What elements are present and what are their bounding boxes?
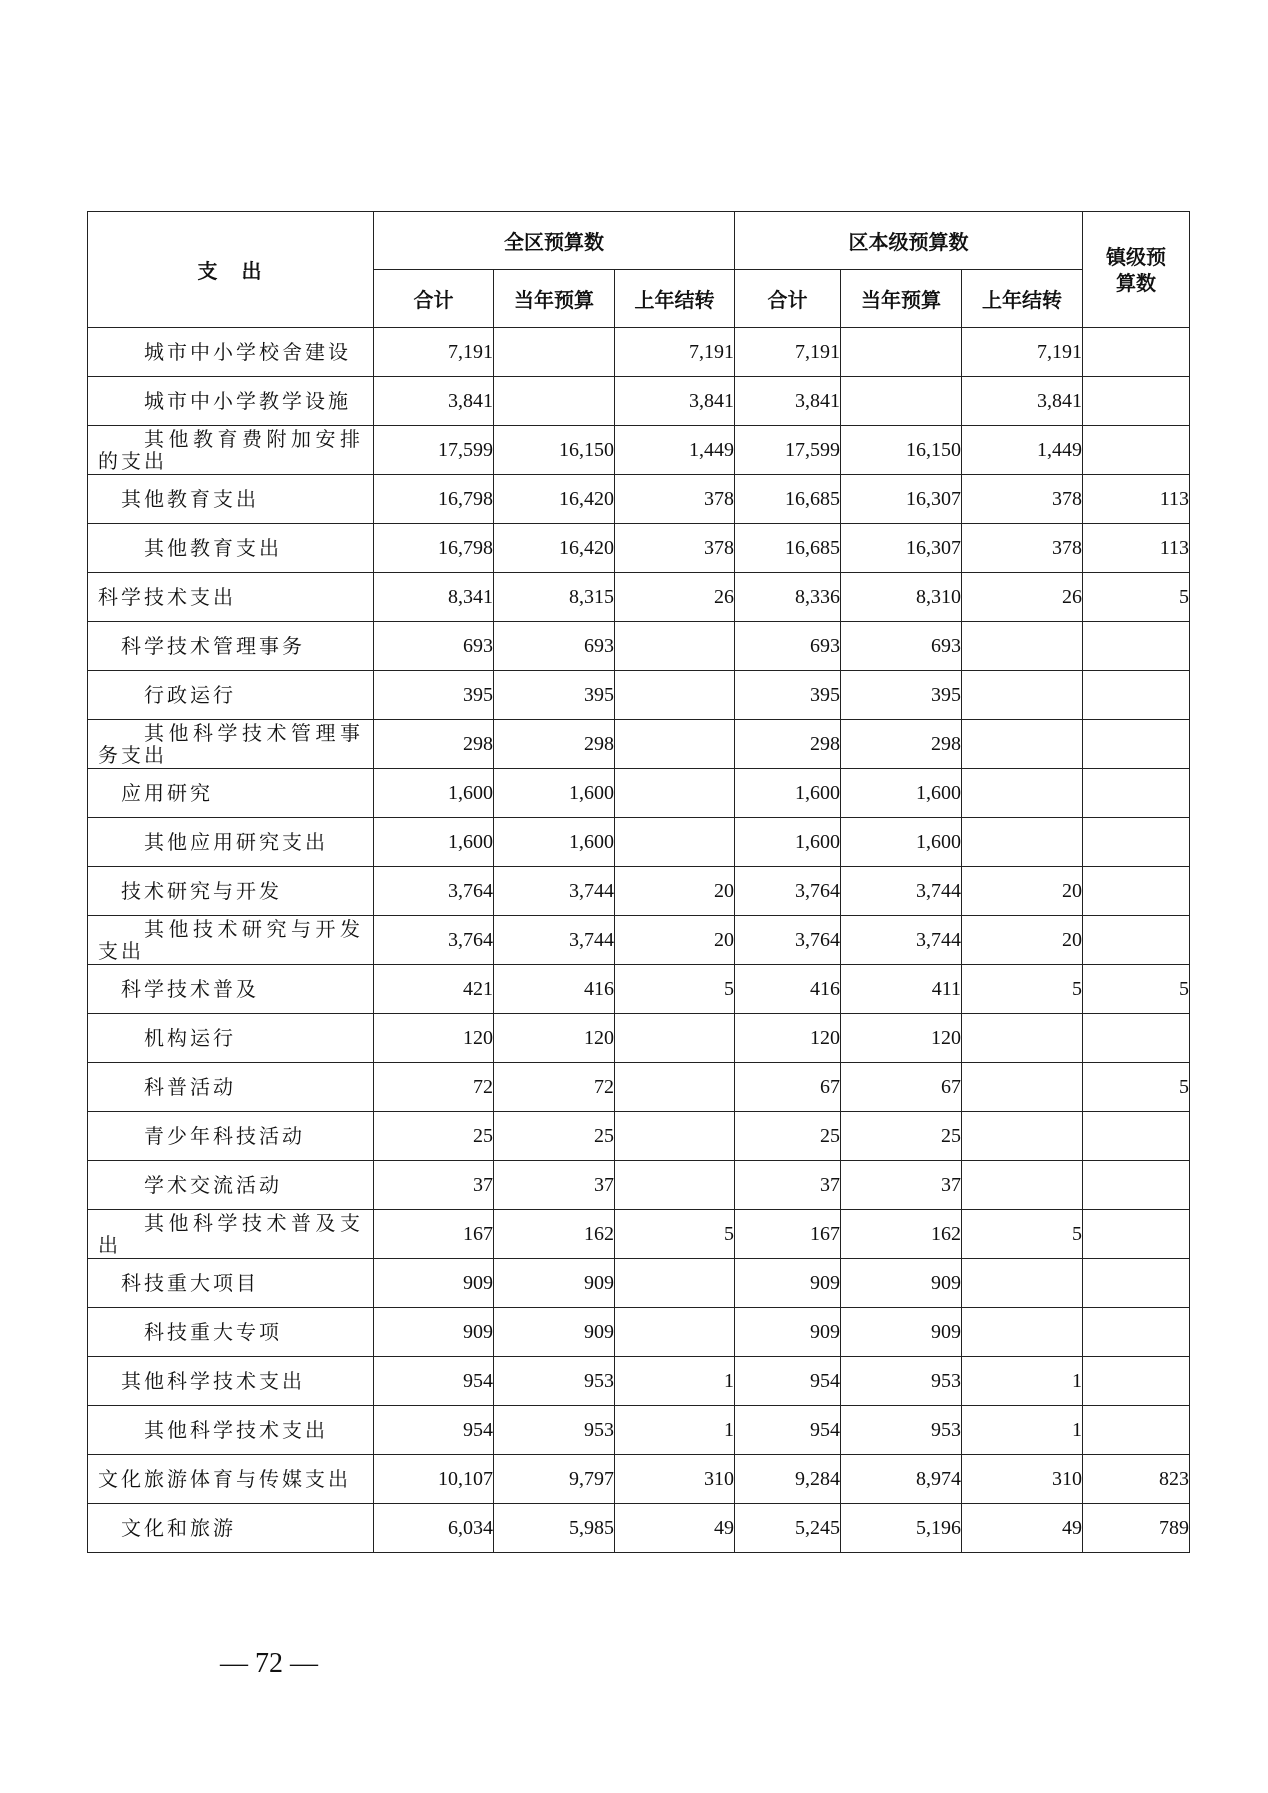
table-row <box>88 622 1190 671</box>
cell-value: 16,685 <box>735 524 841 573</box>
cell-value: 113 <box>1083 524 1190 573</box>
table-row <box>88 965 1190 1014</box>
cell-value <box>615 818 735 867</box>
cell-value: 37 <box>735 1161 841 1210</box>
cell-value: 395 <box>841 671 962 720</box>
table-row <box>88 720 1190 769</box>
header-town-level <box>1083 212 1190 328</box>
cell-value: 3,744 <box>841 867 962 916</box>
row-label: 行政运行 <box>88 671 374 720</box>
header-carryover: 上年结转 <box>962 270 1083 328</box>
cell-value: 20 <box>615 916 735 965</box>
row-label: 科学技术支出 <box>88 573 374 622</box>
cell-value <box>1083 769 1190 818</box>
cell-value: 37 <box>374 1161 494 1210</box>
row-label: 文化旅游体育与传媒支出 <box>88 1455 374 1504</box>
cell-value <box>494 328 615 377</box>
row-label: 学术交流活动 <box>88 1161 374 1210</box>
cell-value: 120 <box>494 1014 615 1063</box>
cell-value: 378 <box>615 475 735 524</box>
cell-value: 26 <box>962 573 1083 622</box>
row-label: 其他教育支出 <box>88 524 374 573</box>
table-row <box>88 867 1190 916</box>
table-row <box>88 328 1190 377</box>
cell-value: 7,191 <box>374 328 494 377</box>
cell-value: 909 <box>374 1259 494 1308</box>
cell-value <box>1083 328 1190 377</box>
cell-value <box>1083 1014 1190 1063</box>
table-header <box>88 212 1190 328</box>
cell-value: 378 <box>962 524 1083 573</box>
cell-value: 20 <box>962 916 1083 965</box>
row-label: 城市中小学校舍建设 <box>88 328 374 377</box>
cell-value: 16,150 <box>494 426 615 475</box>
cell-value: 1,449 <box>615 426 735 475</box>
cell-value: 20 <box>615 867 735 916</box>
cell-value: 16,307 <box>841 475 962 524</box>
cell-value: 954 <box>374 1406 494 1455</box>
cell-value: 120 <box>735 1014 841 1063</box>
row-label: 文化和旅游 <box>88 1504 374 1553</box>
cell-value: 5 <box>962 965 1083 1014</box>
cell-value <box>962 818 1083 867</box>
cell-value: 5 <box>1083 965 1190 1014</box>
row-label: 城市中小学教学设施 <box>88 377 374 426</box>
cell-value <box>1083 1357 1190 1406</box>
cell-value: 72 <box>374 1063 494 1112</box>
row-label: 应用研究 <box>88 769 374 818</box>
cell-value: 1,600 <box>735 818 841 867</box>
cell-value <box>962 671 1083 720</box>
cell-value: 3,841 <box>615 377 735 426</box>
cell-value <box>615 1014 735 1063</box>
cell-value: 7,191 <box>962 328 1083 377</box>
table-row <box>88 769 1190 818</box>
row-label: 科普活动 <box>88 1063 374 1112</box>
cell-value: 113 <box>1083 475 1190 524</box>
table-row <box>88 524 1190 573</box>
cell-value: 1 <box>962 1406 1083 1455</box>
cell-value: 25 <box>735 1112 841 1161</box>
cell-value <box>494 377 615 426</box>
header-carryover: 上年结转 <box>615 270 735 328</box>
cell-value: 693 <box>494 622 615 671</box>
cell-value: 49 <box>962 1504 1083 1553</box>
cell-value: 5 <box>615 965 735 1014</box>
cell-value: 16,420 <box>494 524 615 573</box>
cell-value <box>615 1259 735 1308</box>
cell-value: 5 <box>962 1210 1083 1259</box>
cell-value <box>962 622 1083 671</box>
cell-value: 9,797 <box>494 1455 615 1504</box>
cell-value: 67 <box>841 1063 962 1112</box>
cell-value: 3,764 <box>374 867 494 916</box>
cell-value: 3,841 <box>735 377 841 426</box>
cell-value: 823 <box>1083 1455 1190 1504</box>
row-label: 青少年科技活动 <box>88 1112 374 1161</box>
cell-value: 16,798 <box>374 475 494 524</box>
cell-value <box>1083 1308 1190 1357</box>
table-row <box>88 1357 1190 1406</box>
cell-value <box>962 1161 1083 1210</box>
table-row <box>88 1308 1190 1357</box>
cell-value: 395 <box>735 671 841 720</box>
row-label: 科学技术普及 <box>88 965 374 1014</box>
cell-value <box>1083 377 1190 426</box>
table-row <box>88 1504 1190 1553</box>
cell-value <box>615 622 735 671</box>
cell-value: 3,744 <box>494 867 615 916</box>
header-current-year: 当年预算 <box>841 270 962 328</box>
cell-value <box>615 1112 735 1161</box>
cell-value: 1,600 <box>374 818 494 867</box>
table-row <box>88 1259 1190 1308</box>
table-row <box>88 377 1190 426</box>
cell-value: 416 <box>735 965 841 1014</box>
cell-value: 378 <box>962 475 1083 524</box>
cell-value: 5,196 <box>841 1504 962 1553</box>
cell-value <box>1083 1210 1190 1259</box>
cell-value: 7,191 <box>735 328 841 377</box>
cell-value <box>1083 818 1190 867</box>
cell-value <box>615 671 735 720</box>
table-row <box>88 1406 1190 1455</box>
row-label: 其他教育支出 <box>88 475 374 524</box>
cell-value: 421 <box>374 965 494 1014</box>
cell-value: 298 <box>841 720 962 769</box>
cell-value: 1,600 <box>735 769 841 818</box>
cell-value <box>962 1308 1083 1357</box>
cell-value: 693 <box>735 622 841 671</box>
header-total: 合计 <box>374 270 494 328</box>
cell-value: 16,798 <box>374 524 494 573</box>
cell-value: 10,107 <box>374 1455 494 1504</box>
cell-value: 8,974 <box>841 1455 962 1504</box>
cell-value: 162 <box>494 1210 615 1259</box>
cell-value: 37 <box>841 1161 962 1210</box>
cell-value <box>615 1063 735 1112</box>
cell-value: 25 <box>494 1112 615 1161</box>
cell-value: 120 <box>374 1014 494 1063</box>
cell-value <box>1083 720 1190 769</box>
cell-value: 789 <box>1083 1504 1190 1553</box>
cell-value: 20 <box>962 867 1083 916</box>
row-label: 其他科学技术管理事务支出 <box>88 720 374 769</box>
cell-value: 5,245 <box>735 1504 841 1553</box>
cell-value <box>1083 916 1190 965</box>
row-label: 其他技术研究与开发支出 <box>88 916 374 965</box>
cell-value: 416 <box>494 965 615 1014</box>
row-label: 科技重大项目 <box>88 1259 374 1308</box>
cell-value: 8,341 <box>374 573 494 622</box>
header-town-level-text: 镇级预算数 <box>1106 244 1167 295</box>
cell-value: 16,307 <box>841 524 962 573</box>
cell-value: 3,764 <box>735 916 841 965</box>
cell-value: 3,764 <box>735 867 841 916</box>
table-row <box>88 1014 1190 1063</box>
cell-value <box>615 1161 735 1210</box>
header-district-level: 区本级预算数 <box>735 212 1083 270</box>
cell-value: 693 <box>374 622 494 671</box>
cell-value <box>1083 671 1190 720</box>
cell-value: 1,600 <box>841 818 962 867</box>
cell-value <box>962 1014 1083 1063</box>
cell-value: 16,150 <box>841 426 962 475</box>
row-label: 其他科学技术支出 <box>88 1406 374 1455</box>
cell-value: 5 <box>1083 573 1190 622</box>
table-row <box>88 1063 1190 1112</box>
cell-value: 7,191 <box>615 328 735 377</box>
cell-value: 909 <box>735 1308 841 1357</box>
table-row <box>88 916 1190 965</box>
cell-value: 25 <box>374 1112 494 1161</box>
cell-value: 8,315 <box>494 573 615 622</box>
cell-value <box>615 1308 735 1357</box>
page-number: — 72 — <box>220 1648 318 1679</box>
cell-value: 162 <box>841 1210 962 1259</box>
cell-value <box>615 769 735 818</box>
cell-value <box>841 377 962 426</box>
budget-table <box>87 211 1190 1553</box>
cell-value: 909 <box>841 1259 962 1308</box>
header-current-year: 当年预算 <box>494 270 615 328</box>
cell-value: 310 <box>615 1455 735 1504</box>
cell-value: 5 <box>1083 1063 1190 1112</box>
cell-value: 909 <box>735 1259 841 1308</box>
cell-value <box>962 769 1083 818</box>
row-label: 机构运行 <box>88 1014 374 1063</box>
header-district-total: 全区预算数 <box>374 212 735 270</box>
cell-value: 953 <box>494 1406 615 1455</box>
table-row <box>88 426 1190 475</box>
cell-value: 3,841 <box>962 377 1083 426</box>
cell-value: 310 <box>962 1455 1083 1504</box>
cell-value: 953 <box>841 1357 962 1406</box>
cell-value: 16,685 <box>735 475 841 524</box>
cell-value: 1,600 <box>494 769 615 818</box>
cell-value: 395 <box>494 671 615 720</box>
cell-value: 909 <box>841 1308 962 1357</box>
table-row <box>88 1161 1190 1210</box>
cell-value: 693 <box>841 622 962 671</box>
cell-value: 1,600 <box>374 769 494 818</box>
cell-value: 378 <box>615 524 735 573</box>
cell-value: 954 <box>735 1406 841 1455</box>
cell-value: 954 <box>374 1357 494 1406</box>
cell-value <box>962 720 1083 769</box>
cell-value: 395 <box>374 671 494 720</box>
table-row <box>88 671 1190 720</box>
cell-value: 953 <box>841 1406 962 1455</box>
cell-value: 5 <box>615 1210 735 1259</box>
cell-value <box>1083 1406 1190 1455</box>
cell-value: 1,600 <box>494 818 615 867</box>
cell-value: 298 <box>494 720 615 769</box>
cell-value: 909 <box>494 1308 615 1357</box>
cell-value: 6,034 <box>374 1504 494 1553</box>
cell-value: 298 <box>735 720 841 769</box>
cell-value: 3,764 <box>374 916 494 965</box>
cell-value: 8,310 <box>841 573 962 622</box>
cell-value <box>1083 1259 1190 1308</box>
row-label: 其他教育费附加安排的支出 <box>88 426 374 475</box>
cell-value: 37 <box>494 1161 615 1210</box>
row-label: 科技重大专项 <box>88 1308 374 1357</box>
row-label: 科学技术管理事务 <box>88 622 374 671</box>
cell-value: 8,336 <box>735 573 841 622</box>
header-expenditure: 支 出 <box>88 212 374 328</box>
cell-value: 909 <box>374 1308 494 1357</box>
cell-value <box>1083 1161 1190 1210</box>
cell-value: 3,744 <box>494 916 615 965</box>
cell-value: 1 <box>962 1357 1083 1406</box>
row-label: 其他科学技术支出 <box>88 1357 374 1406</box>
table-row <box>88 1455 1190 1504</box>
table-row <box>88 1210 1190 1259</box>
table-row <box>88 818 1190 867</box>
table-row <box>88 475 1190 524</box>
cell-value: 49 <box>615 1504 735 1553</box>
cell-value: 909 <box>494 1259 615 1308</box>
cell-value: 9,284 <box>735 1455 841 1504</box>
cell-value: 3,744 <box>841 916 962 965</box>
cell-value: 1,449 <box>962 426 1083 475</box>
cell-value: 1 <box>615 1406 735 1455</box>
cell-value: 17,599 <box>735 426 841 475</box>
cell-value: 5,985 <box>494 1504 615 1553</box>
table-body <box>88 328 1190 1553</box>
cell-value <box>962 1112 1083 1161</box>
cell-value: 411 <box>841 965 962 1014</box>
table-row <box>88 1112 1190 1161</box>
cell-value <box>1083 1112 1190 1161</box>
cell-value: 1,600 <box>841 769 962 818</box>
cell-value <box>1083 867 1190 916</box>
cell-value: 298 <box>374 720 494 769</box>
header-total: 合计 <box>735 270 841 328</box>
cell-value: 167 <box>735 1210 841 1259</box>
cell-value: 72 <box>494 1063 615 1112</box>
table-row <box>88 573 1190 622</box>
cell-value: 17,599 <box>374 426 494 475</box>
cell-value <box>841 328 962 377</box>
row-label: 技术研究与开发 <box>88 867 374 916</box>
cell-value <box>615 720 735 769</box>
cell-value <box>962 1259 1083 1308</box>
cell-value <box>1083 622 1190 671</box>
cell-value <box>962 1063 1083 1112</box>
cell-value: 67 <box>735 1063 841 1112</box>
cell-value: 953 <box>494 1357 615 1406</box>
row-label: 其他科学技术普及支出 <box>88 1210 374 1259</box>
cell-value <box>1083 426 1190 475</box>
cell-value: 16,420 <box>494 475 615 524</box>
cell-value: 120 <box>841 1014 962 1063</box>
cell-value: 26 <box>615 573 735 622</box>
row-label: 其他应用研究支出 <box>88 818 374 867</box>
cell-value: 1 <box>615 1357 735 1406</box>
cell-value: 3,841 <box>374 377 494 426</box>
cell-value: 954 <box>735 1357 841 1406</box>
cell-value: 25 <box>841 1112 962 1161</box>
cell-value: 167 <box>374 1210 494 1259</box>
